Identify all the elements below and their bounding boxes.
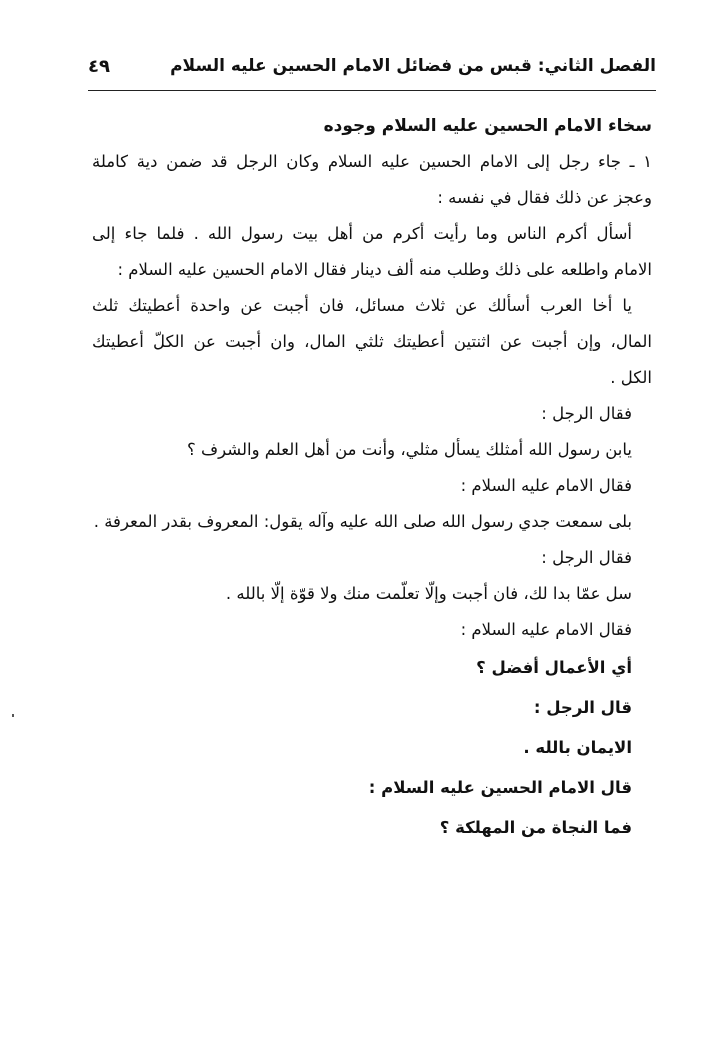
page-number: ٤٩ bbox=[88, 56, 110, 77]
text-line: الكل . bbox=[610, 368, 652, 387]
text-line: الامام واطلعه على ذلك وطلب منه ألف دينار فقال الامام الحسين عليه السلام : bbox=[117, 260, 652, 279]
text-line: فما النجاة من المهلكة ؟ bbox=[439, 818, 632, 837]
text-line: أسأل أكرم الناس وما رأيت أكرم من أهل بيت رسول الله . فلما جاء إلى bbox=[92, 224, 632, 243]
text-line: المال، وإن أجبت عن اثنتين أعطيتك ثلثي المال، وان أجبت عن الكلّ أعطيتك bbox=[92, 332, 652, 351]
text-line: أي الأعمال أفضل ؟ bbox=[476, 658, 632, 677]
text-line: الايمان بالله . bbox=[523, 738, 632, 757]
text-line: فقال الرجل : bbox=[541, 548, 632, 567]
text-line: يابن رسول الله أمثلك يسأل مثلي، وأنت من أهل العلم والشرف ؟ bbox=[187, 440, 632, 459]
text-line: فقال الرجل : bbox=[541, 404, 632, 423]
text-line: وعجز عن ذلك فقال في نفسه : bbox=[437, 188, 652, 207]
text-line: فقال الامام عليه السلام : bbox=[460, 620, 632, 639]
scan-speck bbox=[12, 714, 14, 717]
text-line: سل عمّا بدا لك، فان أجبت وإلّا تعلّمت منك ولا قوّة إلّا بالله . bbox=[225, 584, 632, 603]
chapter-title: الفصل الثاني: قبس من فضائل الامام الحسين عليه السلام bbox=[170, 56, 656, 76]
text-line: قال الرجل : bbox=[533, 698, 632, 717]
text-line: يا أخا العرب أسألك عن ثلاث مسائل، فان أجبت عن واحدة أعطيتك ثلث bbox=[92, 296, 632, 315]
text-line: بلى سمعت جدي رسول الله صلى الله عليه وآله يقول: المعروف بقدر المعرفة . bbox=[93, 512, 632, 531]
text-line: سخاء الامام الحسين عليه السلام وجوده bbox=[323, 116, 652, 136]
running-header bbox=[88, 56, 656, 86]
header-divider bbox=[88, 90, 656, 91]
text-line: قال الامام الحسين عليه السلام : bbox=[368, 778, 632, 797]
page-body bbox=[92, 108, 652, 848]
text-line: فقال الامام عليه السلام : bbox=[460, 476, 632, 495]
text-line: ١ ـ جاء رجل إلى الامام الحسين عليه السلام وكان الرجل قد ضمن دية كاملة bbox=[92, 152, 652, 171]
